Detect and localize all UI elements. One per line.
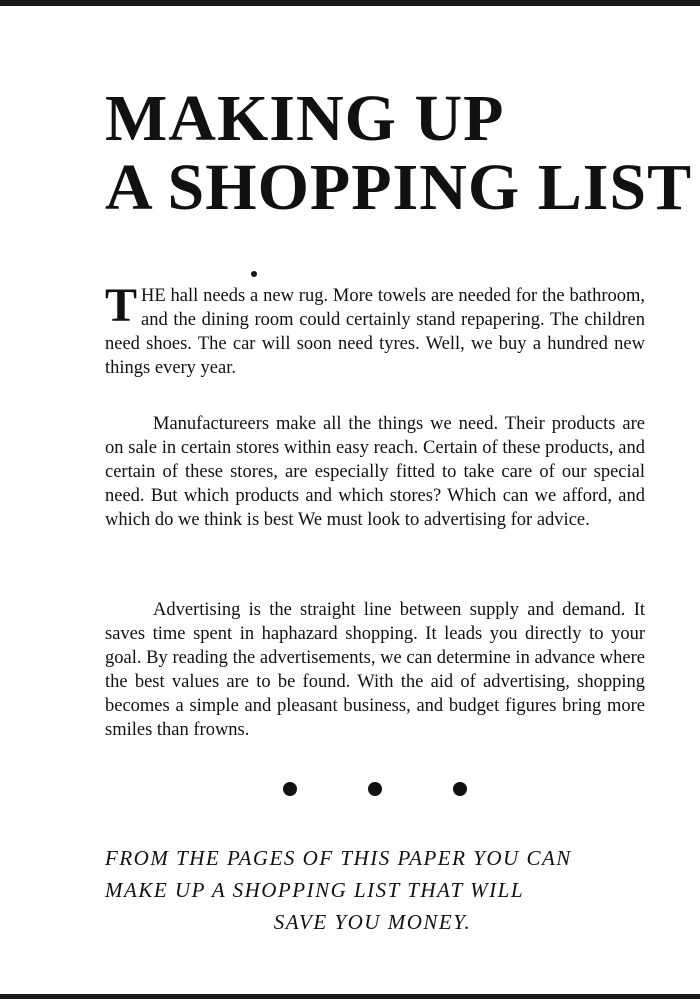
top-border-rule: [0, 0, 700, 6]
bullet-divider: [0, 782, 700, 798]
closing-line-1: FROM THE PAGES OF THIS PAPER YOU CAN: [105, 846, 572, 870]
headline-line-2: A SHOPPING LIST: [105, 151, 693, 224]
paragraph-1-text: HE hall needs a new rug. More towels are needed for the bathroom, and the dining room could certainly stand repapering. The children need shoes. The car will soon need tyres. Well, we buy a hundred new things every year.: [105, 286, 645, 378]
closing-line-2: MAKE UP A SHOPPING LIST THAT WILL: [105, 878, 524, 902]
bullet-dot-icon: [453, 782, 467, 796]
drop-cap: T: [105, 279, 138, 332]
headline-line-1: MAKING UP: [105, 82, 505, 155]
bullet-dot-icon: [368, 782, 382, 796]
closing-line-3: SAVE YOU MONEY.: [273, 910, 472, 934]
ornament-dot: [251, 271, 257, 277]
paragraph-1: [105, 279, 645, 380]
paragraph-2: Manufactureers make all the things we need. Their products are on sale in certain stores within easy reach. Certain of these products, and certain of these stores, are especially fitted to take care of our special need. But which products and which stores? Which can we afford, and which do we think is best We must look to advertising for advice.: [105, 414, 645, 530]
bottom-border-rule: [0, 994, 700, 999]
paragraph-3: Advertising is the straight line between supply and demand. It saves time spent in haphazard shopping. It leads you directly to your goal. By reading the advertisements, we can determine in advance where the best values are to be found. With the aid of advertising, shopping becomes a simple and pleasant business, and budget figures bring more smiles than frowns.: [105, 600, 645, 740]
bullet-dot-icon: [283, 782, 297, 796]
